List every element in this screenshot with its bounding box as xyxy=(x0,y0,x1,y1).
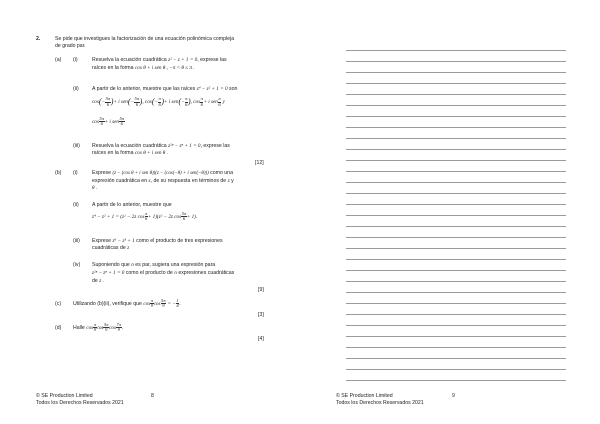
text: Exprese xyxy=(92,238,112,244)
part-c-marks: [3] xyxy=(258,312,264,318)
denominator: 9 xyxy=(150,303,154,309)
text: Resuelva la ecuación cuadrática xyxy=(92,57,167,63)
paren-icon: ) xyxy=(187,97,191,106)
answer-line xyxy=(346,259,566,260)
numerator: π xyxy=(200,95,203,101)
numerator: π xyxy=(185,95,188,101)
numerator: 5π xyxy=(105,95,111,101)
denominator: 6 xyxy=(120,121,123,127)
text: de xyxy=(92,278,98,284)
numerator: 5π xyxy=(161,297,166,303)
part-b-i-text xyxy=(92,170,233,177)
part-a-ii-label: (ii) xyxy=(73,86,79,92)
equation: z⁴ − z² + 1 = 0 xyxy=(196,86,228,92)
question-number: 2. xyxy=(36,36,41,42)
text: cuadráticas de xyxy=(92,245,126,251)
part-b-ii-text: A partir de lo anterior, muestre que xyxy=(92,202,172,208)
variable: z xyxy=(148,178,151,184)
paren-icon: ( xyxy=(98,97,102,106)
numerator: 5π xyxy=(119,115,125,121)
fn: cos xyxy=(153,301,161,307)
part-d-marks: [4] xyxy=(258,336,264,342)
part-b-i-label: (i) xyxy=(73,170,78,176)
root-1: cos(− $\frac{5\pi}{6}$ )+ i sen(− $\frac{5\pi}{6}$ ), xyxy=(92,95,145,107)
answer-line xyxy=(346,248,566,249)
answer-line xyxy=(346,171,566,172)
denominator: 9 xyxy=(93,327,96,333)
text: expresión cuadrática en xyxy=(92,178,148,184)
part-d-label: (d) xyxy=(55,325,62,331)
separator: , xyxy=(142,99,145,106)
answer-line xyxy=(346,105,566,106)
fn: cos xyxy=(143,301,151,307)
answer-line xyxy=(346,314,566,315)
part-b-iii-label: (iii) xyxy=(73,238,80,244)
eq-part: + 1). xyxy=(186,214,198,220)
answer-line xyxy=(346,237,566,238)
paren-icon: ( xyxy=(178,97,182,106)
answer-line xyxy=(346,94,566,95)
separator: y xyxy=(221,99,225,106)
footer-left-rights: Todos los Derechos Reservados 2021 xyxy=(36,400,124,406)
text: Exprese xyxy=(92,170,112,176)
equation: z²ⁿ − zⁿ + 1 = 0 xyxy=(92,270,125,276)
numerator: π xyxy=(150,297,154,303)
answer-line xyxy=(346,215,566,216)
equation: z²ⁿ − zⁿ + 1 = 0 xyxy=(168,143,201,149)
answer-line xyxy=(346,50,566,51)
text: A partir de lo anterior, muestre que las raíces xyxy=(92,86,196,92)
answer-line xyxy=(346,336,566,337)
equation: z² − z + 1 = 0 xyxy=(168,57,198,63)
fn: cos xyxy=(109,325,116,331)
denominator: 4 xyxy=(176,303,179,309)
footer-left-page: 8 xyxy=(151,393,154,399)
paren-icon: ) xyxy=(110,97,114,106)
answer-line xyxy=(346,72,566,73)
part-b-i-text-3: θ . xyxy=(92,185,98,191)
answer-line xyxy=(346,182,566,183)
answer-line xyxy=(346,204,566,205)
numerator: π xyxy=(158,95,161,101)
variable: z . xyxy=(99,278,104,284)
question-intro-cont: de grado par. xyxy=(55,43,86,49)
denominator: 6 xyxy=(100,121,103,127)
part-b-iii-text-2 xyxy=(92,245,129,251)
answer-line xyxy=(346,303,566,304)
eq-part: + 1)(z² − 2z cos xyxy=(147,214,182,220)
fn: cos xyxy=(144,99,152,106)
answer-line xyxy=(346,369,566,370)
numerator: 7π xyxy=(116,321,122,327)
question-intro: Se pide que investigues la factorización de una ecuación polinómica compleja xyxy=(55,36,235,42)
text: Halle xyxy=(73,325,85,331)
answer-line xyxy=(346,380,566,381)
answer-line xyxy=(346,127,566,128)
part-a-marks: [12] xyxy=(255,160,264,166)
mid: + i sen xyxy=(104,119,119,125)
equation: (z − (cos θ + i sen θ))(z − (cos(−θ) + i sen(−θ))) xyxy=(112,171,209,176)
denominator: 9 xyxy=(117,327,120,333)
denominator: 6 xyxy=(182,216,186,222)
part-d-text xyxy=(73,322,123,334)
answer-line xyxy=(346,347,566,348)
equals: = − xyxy=(167,301,176,307)
text: raíces en la forma xyxy=(92,65,134,71)
variable: z xyxy=(127,245,130,251)
numerator: π xyxy=(145,210,148,216)
paren-icon: ( xyxy=(151,97,155,106)
numerator: 5π xyxy=(181,210,187,216)
denominator: 6 xyxy=(200,101,203,107)
numerator: π xyxy=(218,95,221,101)
part-a-iii-label: (iii) xyxy=(73,143,80,149)
fn: cos xyxy=(92,119,99,125)
part-b-ii-label: (ii) xyxy=(73,202,79,208)
dot: . xyxy=(179,301,181,307)
fn: cos xyxy=(86,325,94,331)
denominator: 6 xyxy=(135,101,138,107)
equation: cos θ + i sen θ , −π < θ ≤ π . xyxy=(134,65,195,71)
footer-right-page: 9 xyxy=(452,393,455,399)
numerator: 5π xyxy=(99,115,105,121)
denominator: 6 xyxy=(158,101,161,107)
numerator: 1 xyxy=(176,297,179,303)
text: Suponiendo que xyxy=(92,262,130,268)
footer-left-company: © SE Production Limited xyxy=(36,393,93,399)
numerator: π xyxy=(93,321,97,327)
footer-right-rights: Todos los Derechos Reservados 2021 xyxy=(336,400,424,406)
part-b-iv-text-3 xyxy=(92,278,104,284)
answer-line xyxy=(346,193,566,194)
text: , exprese las xyxy=(197,57,227,63)
denominator: 9 xyxy=(162,303,165,309)
answer-line xyxy=(346,226,566,227)
part-a-ii-last-root xyxy=(92,116,125,128)
paren-icon: ) xyxy=(161,97,164,106)
numerator: 5π xyxy=(134,95,140,101)
variable: n xyxy=(131,262,134,268)
fraction xyxy=(161,299,167,309)
variable: z xyxy=(227,178,230,184)
text: como el producto de xyxy=(125,270,173,276)
equation: cos θ + i sen θ . xyxy=(134,150,168,156)
answer-line xyxy=(346,116,566,117)
part-a-ii-roots xyxy=(92,96,225,108)
part-a-i-label: (i) xyxy=(73,57,78,63)
part-a-i-text-2 xyxy=(92,65,195,71)
answer-line xyxy=(346,149,566,150)
part-b-label: (b) xyxy=(55,170,62,176)
root-3 xyxy=(190,95,225,107)
part-b-iii-text xyxy=(92,238,223,244)
text: es par, sugiera una expresión para xyxy=(135,262,216,268)
footer-right-company: © SE Production Limited xyxy=(336,393,393,399)
part-c-text xyxy=(73,298,181,310)
denominator: 6 xyxy=(185,101,188,107)
separator: , xyxy=(190,99,194,106)
equation: z⁶ − z³ + 1 xyxy=(112,238,135,244)
fn: cos xyxy=(193,99,201,106)
paren-icon: ( xyxy=(127,97,131,106)
answer-line xyxy=(346,138,566,139)
part-a-ii-text xyxy=(92,86,237,92)
answer-line xyxy=(346,281,566,282)
dot: . xyxy=(121,325,124,331)
text: y xyxy=(231,178,234,184)
text: raíces en la forma xyxy=(92,150,134,156)
answer-line xyxy=(346,83,566,84)
denominator: 6 xyxy=(218,101,221,107)
numerator: 5π xyxy=(103,321,109,327)
answer-line xyxy=(346,270,566,271)
text: son xyxy=(229,86,238,92)
text: , de su respuesta en términos de xyxy=(150,178,227,184)
answer-line xyxy=(346,358,566,359)
answer-line xyxy=(346,61,566,62)
text: como el producto de tres expresiones xyxy=(136,238,223,244)
paren-icon: ) xyxy=(139,97,143,106)
mid: + i sen xyxy=(203,99,218,106)
fn: cos xyxy=(92,99,99,106)
part-b-iv-label: (iv) xyxy=(73,262,81,268)
text: expresiones cuadráticas xyxy=(178,270,235,276)
part-b-iv-text xyxy=(92,262,215,268)
part-a-iii-text xyxy=(92,143,230,149)
part-c-label: (c) xyxy=(55,301,62,307)
text: Resuelva la ecuación cuadrática xyxy=(92,143,167,149)
eq-part: z⁴ − z² + 1 = (z² − 2z cos xyxy=(92,214,145,220)
part-a-label: (a) xyxy=(55,57,62,63)
denominator: 6 xyxy=(106,101,110,107)
answer-line xyxy=(346,292,566,293)
part-a-iii-text-2 xyxy=(92,150,168,156)
text: , exprese las xyxy=(200,143,230,149)
part-a-i-text xyxy=(92,57,227,63)
answer-line xyxy=(346,160,566,161)
mid: + i sen xyxy=(113,99,128,106)
variable: n xyxy=(174,270,177,276)
part-b-i-text-2 xyxy=(92,178,234,184)
denominator: 6 xyxy=(145,216,148,222)
mid: + i sen xyxy=(164,99,179,106)
fraction xyxy=(119,117,125,127)
text: Utilizando (b)(ii), verifique que xyxy=(73,301,142,307)
part-b-ii-equation xyxy=(92,211,197,223)
denominator: 9 xyxy=(105,327,108,333)
text: como una xyxy=(210,170,233,176)
part-b-marks: [9] xyxy=(258,287,264,293)
part-b-iv-text-2 xyxy=(92,270,234,276)
fn: cos xyxy=(96,325,104,331)
answer-line xyxy=(346,325,566,326)
root-2: cos(− $\frac{\pi}{6}$ )+ i sen(− $\frac{\pi}{6}$ ), xyxy=(144,95,194,107)
